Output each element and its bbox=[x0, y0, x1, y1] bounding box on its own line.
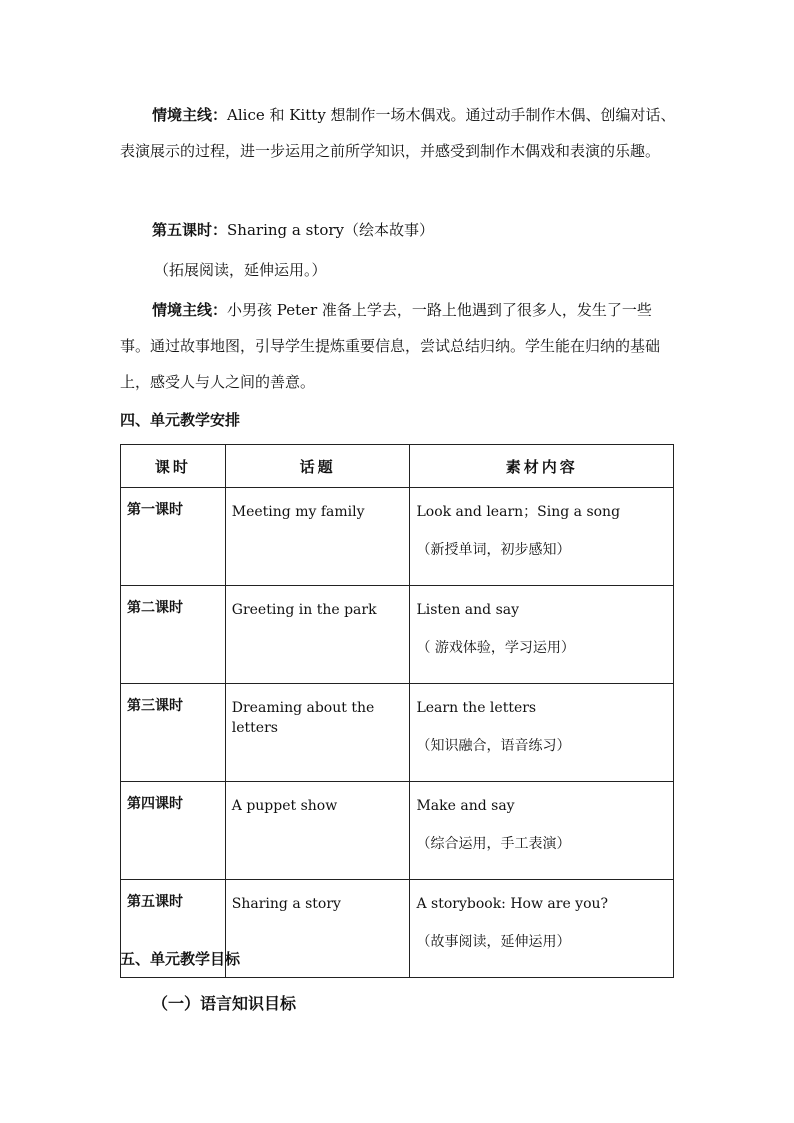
cell-lesson: 第一课时 bbox=[121, 488, 226, 586]
cell-material bbox=[410, 684, 674, 782]
table-row bbox=[121, 488, 674, 586]
cell-material bbox=[410, 880, 674, 978]
lesson5-note: （拓展阅读，延伸运用。） bbox=[154, 261, 327, 279]
section-heading-4: 四、单元教学安排 bbox=[120, 411, 241, 429]
material-note: （新授单词，初步感知） bbox=[416, 542, 571, 558]
cell-lesson: 第五课时 bbox=[121, 880, 226, 978]
header-topic: 话题 bbox=[225, 445, 410, 488]
cell-lesson: 第二课时 bbox=[121, 586, 226, 684]
cell-topic: Dreaming about the letters bbox=[225, 684, 410, 782]
scenario-paragraph-lesson4 bbox=[120, 97, 680, 169]
scenario-text: 小男孩 Peter 准备上学去，一路上他遇到了很多人，发生了一些事。通过故事地图，引导学生提炼重要信息，尝试总结归纳。学生能在归纳的基础上，感受人与人之间的善意。 bbox=[120, 301, 661, 391]
material-note: （故事阅读，延伸运用） bbox=[416, 934, 571, 950]
teaching-schedule-table bbox=[120, 444, 674, 978]
cell-material bbox=[410, 488, 674, 586]
table-row bbox=[121, 782, 674, 880]
cell-lesson: 第三课时 bbox=[121, 684, 226, 782]
cell-topic: Greeting in the park bbox=[225, 586, 410, 684]
header-lesson: 课时 bbox=[121, 445, 226, 488]
material-text: Learn the letters bbox=[416, 700, 537, 716]
material-text: Make and say bbox=[416, 798, 515, 814]
scenario-label: 情境主线： bbox=[152, 106, 228, 124]
material-note: （综合运用，手工表演） bbox=[416, 836, 571, 852]
scenario-paragraph-lesson5 bbox=[120, 292, 680, 400]
lesson5-label: 第五课时： bbox=[152, 221, 228, 239]
material-text: Listen and say bbox=[416, 602, 520, 618]
cell-topic: Meeting my family bbox=[225, 488, 410, 586]
subsection-heading-1: （一）语言知识目标 bbox=[152, 994, 297, 1013]
scenario-label: 情境主线： bbox=[152, 301, 228, 319]
header-material: 素材内容 bbox=[410, 445, 674, 488]
material-note: （ 游戏体验，学习运用） bbox=[416, 640, 575, 656]
material-note: （知识融合，语音练习） bbox=[416, 738, 571, 754]
cell-topic: A puppet show bbox=[225, 782, 410, 880]
lesson5-line bbox=[152, 215, 434, 245]
lesson5-title: Sharing a story（绘本故事） bbox=[227, 221, 435, 239]
material-text: A storybook: How are you? bbox=[416, 896, 609, 912]
cell-lesson: 第四课时 bbox=[121, 782, 226, 880]
table-header-row bbox=[121, 445, 674, 488]
table-row bbox=[121, 684, 674, 782]
cell-topic: Sharing a story bbox=[225, 880, 410, 978]
cell-material bbox=[410, 782, 674, 880]
scenario-text: Alice 和 Kitty 想制作一场木偶戏。通过动手制作木偶、创编对话、表演展示的过程，进一步运用之前所学知识，并感受到制作木偶戏和表演的乐趣。 bbox=[120, 106, 676, 160]
material-text: Look and learn；Sing a song bbox=[416, 504, 621, 520]
section-heading-5: 五、单元教学目标 bbox=[120, 950, 241, 968]
cell-material bbox=[410, 586, 674, 684]
table-row bbox=[121, 586, 674, 684]
